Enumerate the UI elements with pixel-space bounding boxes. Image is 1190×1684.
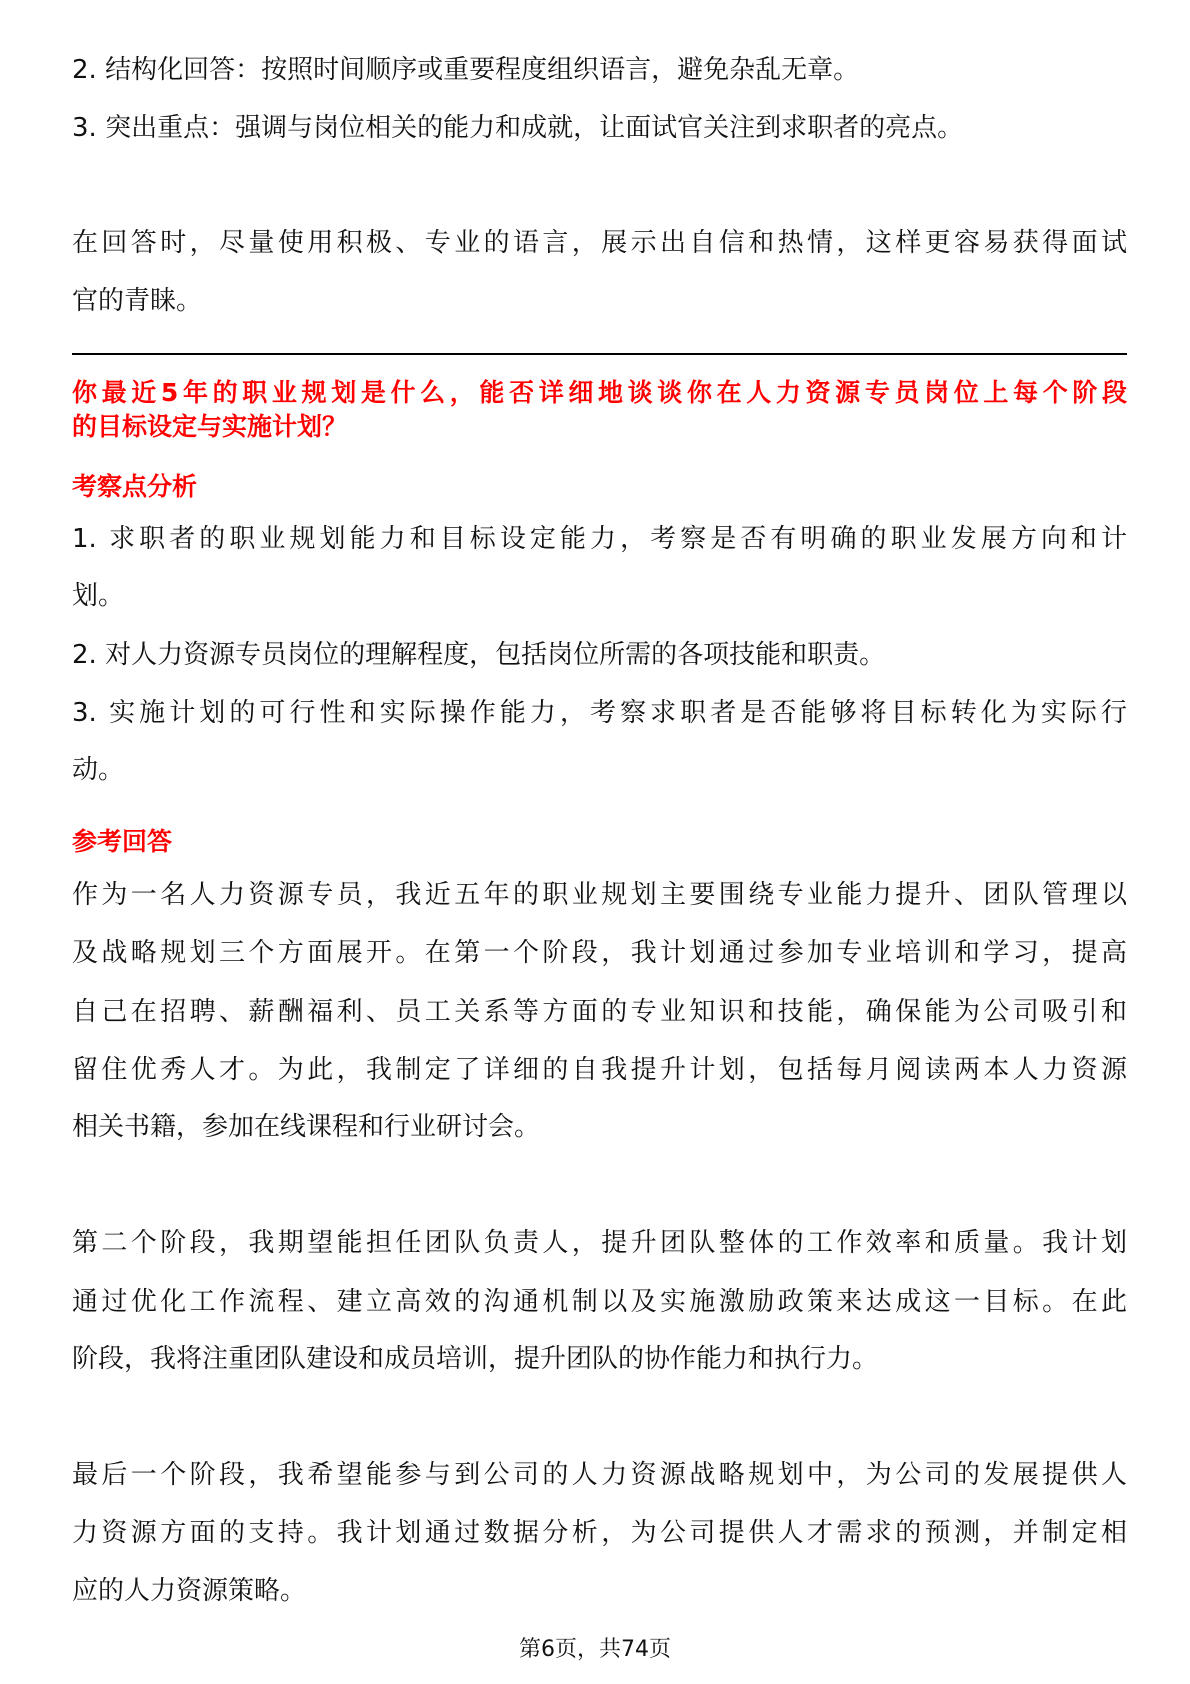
list-item: 3. 实施计划的可行性和实际操作能力，考察求职者是否能够将目标转化为实际行 <box>72 698 1127 728</box>
paragraph-line: 力资源方面的支持。我计划通过数据分析，为公司提供人才需求的预测，并制定相 <box>72 1518 1127 1548</box>
paragraph-line: 第二个阶段，我期望能担任团队负责人，提升团队整体的工作效率和质量。我计划 <box>72 1228 1127 1258</box>
list-item: 1. 求职者的职业规划能力和目标设定能力，考察是否有明确的职业发展方向和计 <box>72 524 1127 554</box>
list-item: 2. 结构化回答：按照时间顺序或重要程度组织语言，避免杂乱无章。 <box>72 55 860 85</box>
paragraph-line: 作为一名人力资源专员，我近五年的职业规划主要围绕专业能力提升、团队管理以 <box>72 880 1127 910</box>
page-number: 第6页，共74页 <box>519 1637 671 1662</box>
list-item: 3. 突出重点：强调与岗位相关的能力和成就，让面试官关注到求职者的亮点。 <box>72 113 964 143</box>
paragraph-line: 自己在招聘、薪酬福利、员工关系等方面的专业知识和技能，确保能为公司吸引和 <box>72 997 1127 1027</box>
list-item: 动。 <box>72 755 125 785</box>
paragraph-line: 阶段，我将注重团队建设和成员培训，提升团队的协作能力和执行力。 <box>72 1344 879 1374</box>
paragraph-line: 应的人力资源策略。 <box>72 1576 307 1606</box>
paragraph-line: 及战略规划三个方面展开。在第一个阶段，我计划通过参加专业培训和学习，提高 <box>72 938 1127 968</box>
paragraph-line: 在回答时，尽量使用积极、专业的语言，展示出自信和热情，这样更容易获得面试 <box>72 228 1127 258</box>
question-title: 的目标设定与实施计划？ <box>72 412 348 441</box>
list-item: 2. 对人力资源专员岗位的理解程度，包括岗位所需的各项技能和职责。 <box>72 640 886 670</box>
answer-heading: 参考回答 <box>72 827 173 856</box>
section-divider <box>72 353 1127 355</box>
paragraph-line: 官的青睐。 <box>72 286 203 316</box>
list-item: 划。 <box>72 581 125 611</box>
paragraph-line: 通过优化工作流程、建立高效的沟通机制以及实施激励政策来达成这一目标。在此 <box>72 1287 1127 1317</box>
analysis-heading: 考察点分析 <box>72 472 198 501</box>
paragraph-line: 最后一个阶段，我希望能参与到公司的人力资源战略规划中，为公司的发展提供人 <box>72 1460 1127 1490</box>
question-title: 你最近5年的职业规划是什么，能否详细地谈谈你在人力资源专员岗位上每个阶段 <box>72 378 1127 407</box>
paragraph-line: 留住优秀人才。为此，我制定了详细的自我提升计划，包括每月阅读两本人力资源 <box>72 1055 1127 1085</box>
paragraph-line: 相关书籍，参加在线课程和行业研讨会。 <box>72 1112 541 1142</box>
